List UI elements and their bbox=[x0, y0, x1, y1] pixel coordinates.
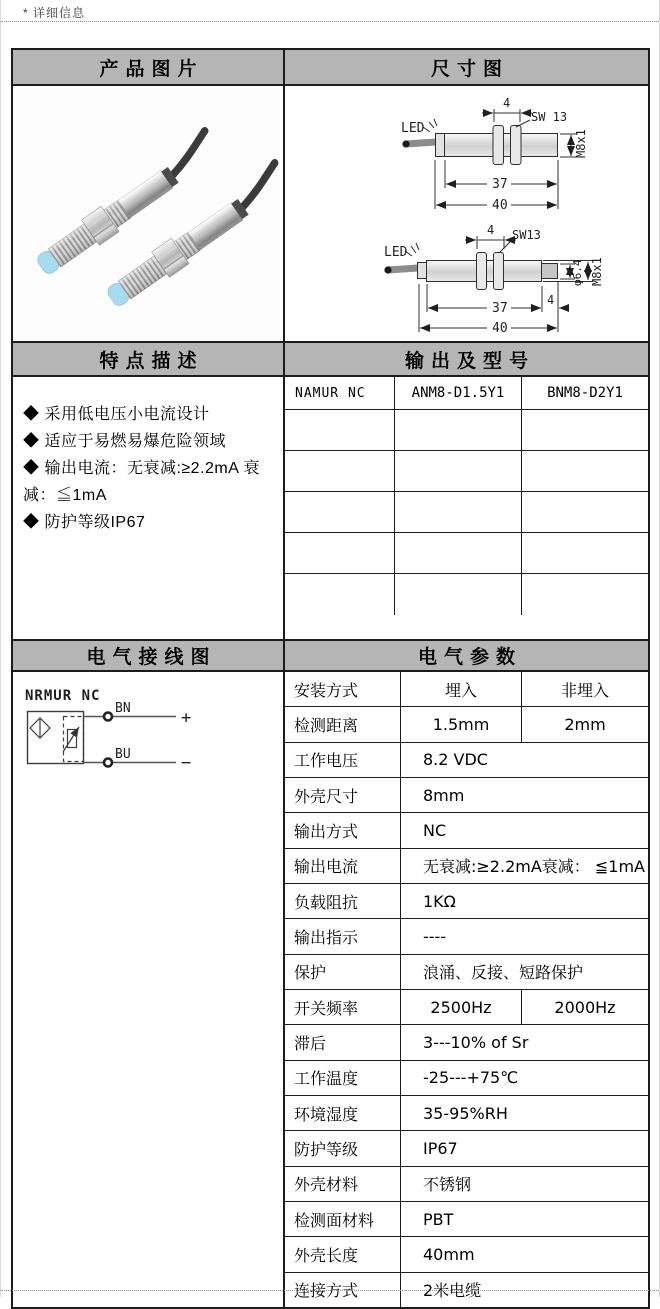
param-value: 1.5mm bbox=[401, 707, 522, 741]
param-label: 滞后 bbox=[285, 1025, 401, 1059]
header-wiring: 电气接线图 bbox=[13, 641, 285, 670]
param-value: 非埋入 bbox=[560, 680, 609, 700]
header-dimension: 尺寸图 bbox=[285, 50, 648, 84]
param-label: 负载阻抗 bbox=[285, 884, 401, 918]
param-label: 工作电压 bbox=[285, 743, 401, 777]
feature-item: ◆ 采用低电压小电流设计 bbox=[23, 406, 210, 423]
dim2-len37-label: 37 bbox=[492, 301, 508, 316]
spec-table bbox=[11, 48, 650, 1309]
param-value: 浪涌、反接、短路保护 bbox=[423, 963, 584, 983]
header-product-image: 产品图片 bbox=[13, 50, 285, 84]
dim2-tip-label: 4 bbox=[547, 293, 555, 307]
product-photo-cell bbox=[13, 86, 285, 341]
dim2-thread-label: M8x1 bbox=[590, 257, 604, 286]
param-row bbox=[285, 1202, 648, 1237]
param-label: 外壳材料 bbox=[285, 1167, 401, 1201]
page-note: * 详细信息 bbox=[23, 6, 86, 20]
param-row bbox=[285, 884, 648, 919]
model-cell: NAMUR NC bbox=[285, 377, 395, 410]
param-label: 输出电流 bbox=[285, 849, 401, 883]
param-row bbox=[285, 919, 648, 954]
dimension-cell bbox=[285, 86, 648, 341]
param-value: 3---10% of Sr bbox=[423, 1032, 529, 1052]
param-label: 防护等级 bbox=[285, 1131, 401, 1165]
model-cell bbox=[522, 492, 648, 533]
param-row bbox=[285, 990, 648, 1025]
header-features: 特点描述 bbox=[13, 343, 285, 375]
dim1-led-label: LED bbox=[401, 121, 425, 136]
param-value: 2米电缆 bbox=[423, 1281, 482, 1301]
model-cell bbox=[285, 492, 395, 533]
param-value: 2500Hz bbox=[401, 990, 522, 1024]
param-row bbox=[285, 743, 648, 778]
dimension-drawings bbox=[285, 86, 646, 341]
header-row-3 bbox=[13, 639, 648, 672]
param-value: 埋入 bbox=[401, 672, 522, 706]
dim1-thread-label: M8x1 bbox=[574, 129, 588, 158]
param-row bbox=[285, 1167, 648, 1202]
wiring-diagram bbox=[13, 672, 285, 1307]
wire-plus-label: + bbox=[181, 708, 192, 728]
dim1-wrench-label: SW 13 bbox=[531, 110, 568, 124]
dim2-diameter-label: φ6.4 bbox=[571, 259, 584, 286]
param-row bbox=[285, 672, 648, 707]
feature-item: ◆ 适应于易燃易爆危险领域 bbox=[23, 433, 226, 450]
param-value: NC bbox=[423, 820, 447, 840]
top-divider bbox=[1, 21, 659, 22]
param-row bbox=[285, 849, 648, 884]
model-cell bbox=[395, 451, 522, 492]
bottom-divider bbox=[1, 1290, 659, 1291]
param-value: 2000Hz bbox=[554, 997, 616, 1017]
dim2-width-label: 4 bbox=[487, 223, 495, 237]
param-label: 检测距离 bbox=[285, 707, 401, 741]
param-label: 检测面材料 bbox=[285, 1202, 401, 1236]
product-photo-illustration bbox=[13, 86, 285, 341]
features-cell bbox=[13, 377, 285, 639]
model-cell: ANM8-D1.5Y1 bbox=[395, 377, 522, 410]
param-value: IP67 bbox=[423, 1138, 458, 1158]
model-cell: BNM8-D2Y1 bbox=[522, 377, 648, 410]
dim1-len40-label: 40 bbox=[492, 198, 508, 213]
param-label: 保护 bbox=[285, 955, 401, 989]
param-value: PBT bbox=[423, 1209, 454, 1229]
param-row bbox=[285, 1061, 648, 1096]
param-value: 8.2 VDC bbox=[423, 750, 488, 770]
param-value: 40mm bbox=[423, 1244, 475, 1264]
feature-item: ◆ 输出电流：无衰减:≥2.2mA 衰减：≦1mA bbox=[23, 460, 260, 504]
body-row-2 bbox=[13, 377, 648, 639]
dimension-drawing-flush bbox=[401, 96, 588, 213]
param-row bbox=[285, 813, 648, 848]
header-row-1 bbox=[13, 50, 648, 86]
dim2-len40-label: 40 bbox=[492, 321, 508, 336]
model-cell bbox=[395, 533, 522, 574]
param-label: 连接方式 bbox=[285, 1273, 401, 1307]
param-value: -25---+75℃ bbox=[423, 1068, 519, 1088]
param-value: 无衰减:≥2.2mA衰减： ≦1mA bbox=[423, 857, 645, 877]
param-row bbox=[285, 1096, 648, 1131]
dim2-wrench-label: SW13 bbox=[512, 228, 541, 242]
model-cell bbox=[285, 533, 395, 574]
param-row bbox=[285, 1025, 648, 1060]
model-cell bbox=[395, 492, 522, 533]
param-label: 开关频率 bbox=[285, 990, 401, 1024]
header-row-2 bbox=[13, 341, 648, 377]
param-row bbox=[285, 1131, 648, 1166]
wire-bu-label: BU bbox=[115, 747, 131, 762]
param-label: 外壳长度 bbox=[285, 1237, 401, 1271]
wiring-type-label: NRMUR NC bbox=[25, 688, 101, 704]
header-output-model: 输出及型号 bbox=[285, 343, 648, 375]
model-cell bbox=[522, 451, 648, 492]
param-value: 1KΩ bbox=[423, 891, 456, 911]
body-row-3 bbox=[13, 672, 648, 1307]
param-label: 输出指示 bbox=[285, 919, 401, 953]
output-model-table bbox=[285, 377, 648, 615]
param-row bbox=[285, 955, 648, 990]
model-cell bbox=[395, 410, 522, 451]
dim1-len37-label: 37 bbox=[492, 177, 508, 192]
param-row bbox=[285, 1237, 648, 1272]
feature-item: ◆ 防护等级IP67 bbox=[23, 514, 146, 531]
wiring-cell bbox=[13, 672, 285, 1307]
electrical-params-table bbox=[285, 672, 648, 1307]
param-label: 工作温度 bbox=[285, 1061, 401, 1095]
param-value: 8mm bbox=[423, 785, 465, 805]
param-label: 安装方式 bbox=[285, 672, 401, 706]
model-cell bbox=[285, 451, 395, 492]
param-label: 输出方式 bbox=[285, 813, 401, 847]
model-cell bbox=[522, 574, 648, 615]
model-cell bbox=[522, 410, 648, 451]
wire-bn-label: BN bbox=[115, 701, 131, 716]
param-value: 不锈钢 bbox=[423, 1175, 472, 1195]
param-row bbox=[285, 778, 648, 813]
param-label: 外壳尺寸 bbox=[285, 778, 401, 812]
model-cell bbox=[522, 533, 648, 574]
dimension-drawing-nonflush bbox=[384, 223, 604, 336]
model-cell bbox=[285, 410, 395, 451]
param-value: ---- bbox=[423, 926, 447, 946]
param-label: 环境湿度 bbox=[285, 1096, 401, 1130]
dim2-led-label: LED bbox=[384, 245, 408, 260]
model-cell bbox=[285, 574, 395, 615]
body-row-1 bbox=[13, 86, 648, 341]
model-cell bbox=[395, 574, 522, 615]
param-value: 35-95%RH bbox=[423, 1103, 508, 1123]
param-row bbox=[285, 707, 648, 742]
dim1-width-label: 4 bbox=[503, 96, 511, 110]
header-electrical: 电气参数 bbox=[285, 641, 648, 670]
param-value: 2mm bbox=[564, 714, 606, 734]
wire-minus-label: − bbox=[181, 753, 192, 773]
